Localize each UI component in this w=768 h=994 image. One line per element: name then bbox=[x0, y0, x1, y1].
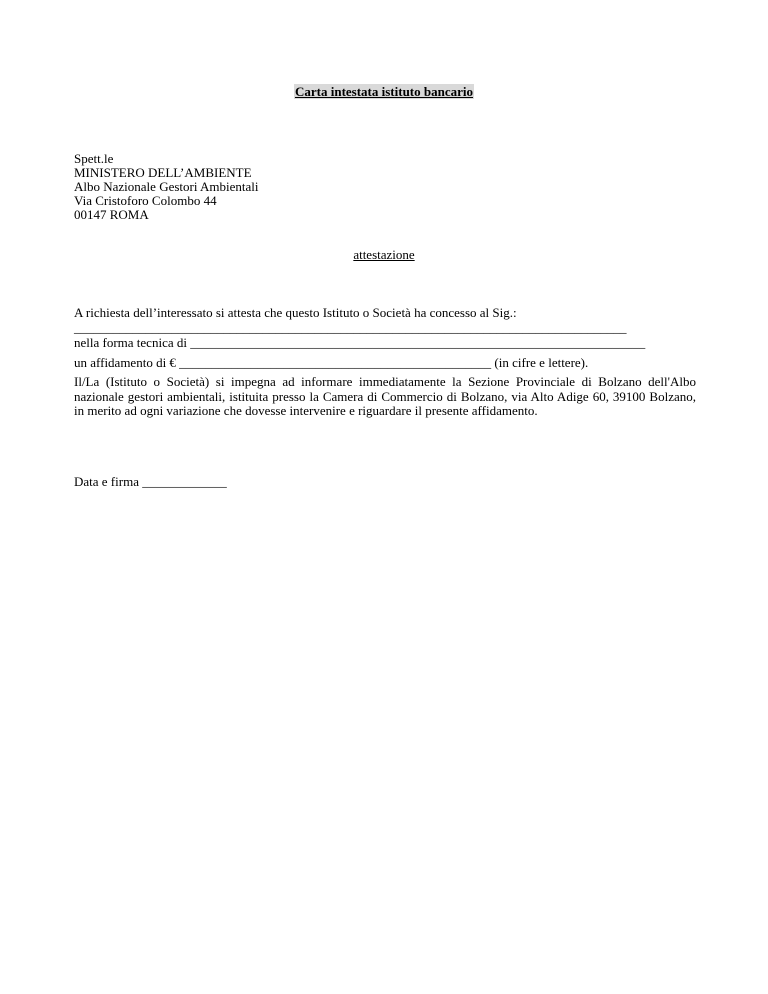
letterhead-title bbox=[0, 84, 768, 99]
recipient-line: Via Cristoforo Colombo 44 bbox=[74, 193, 217, 208]
recipient-salutation: Spett.le bbox=[74, 151, 114, 166]
intro-text: A richiesta dell’interessato si attesta che questo Istituto o Società ha concesso al Sig.: bbox=[74, 305, 517, 320]
recipient-line: Albo Nazionale Gestori Ambientali bbox=[74, 179, 259, 194]
body-fields bbox=[74, 305, 696, 370]
forma-tecnica-line: nella forma tecnica di ______________________________________________________________________ bbox=[74, 335, 646, 350]
beneficiary-blank-line: _____________________________________________________________________________________ bbox=[74, 320, 627, 335]
document-subject: attestazione bbox=[353, 247, 415, 262]
recipient-address bbox=[74, 152, 674, 222]
recipient-line: 00147 ROMA bbox=[74, 207, 149, 222]
date-signature-line: Data e firma _____________ bbox=[74, 474, 227, 489]
letterhead-text: Carta intestata istituto bancario bbox=[294, 84, 473, 99]
commitment-paragraph: Il/La (Istituto o Società) si impegna ad informare immediatamente la Sezione Provinciale di Bolzano dell'Albo nazionale gestori ambientali, istituita presso la Camera di Commercio di Bolzano, via Alto Adige 60, 39100 Bolzano, in merito ad ogni variazione che dovesse intervenire e riguardare il presente affidamento. bbox=[74, 374, 696, 418]
affidamento-line: un affidamento di € ________________________________________________ (in cifre e lettere). bbox=[74, 355, 589, 370]
recipient-line: MINISTERO DELL’AMBIENTE bbox=[74, 165, 252, 180]
